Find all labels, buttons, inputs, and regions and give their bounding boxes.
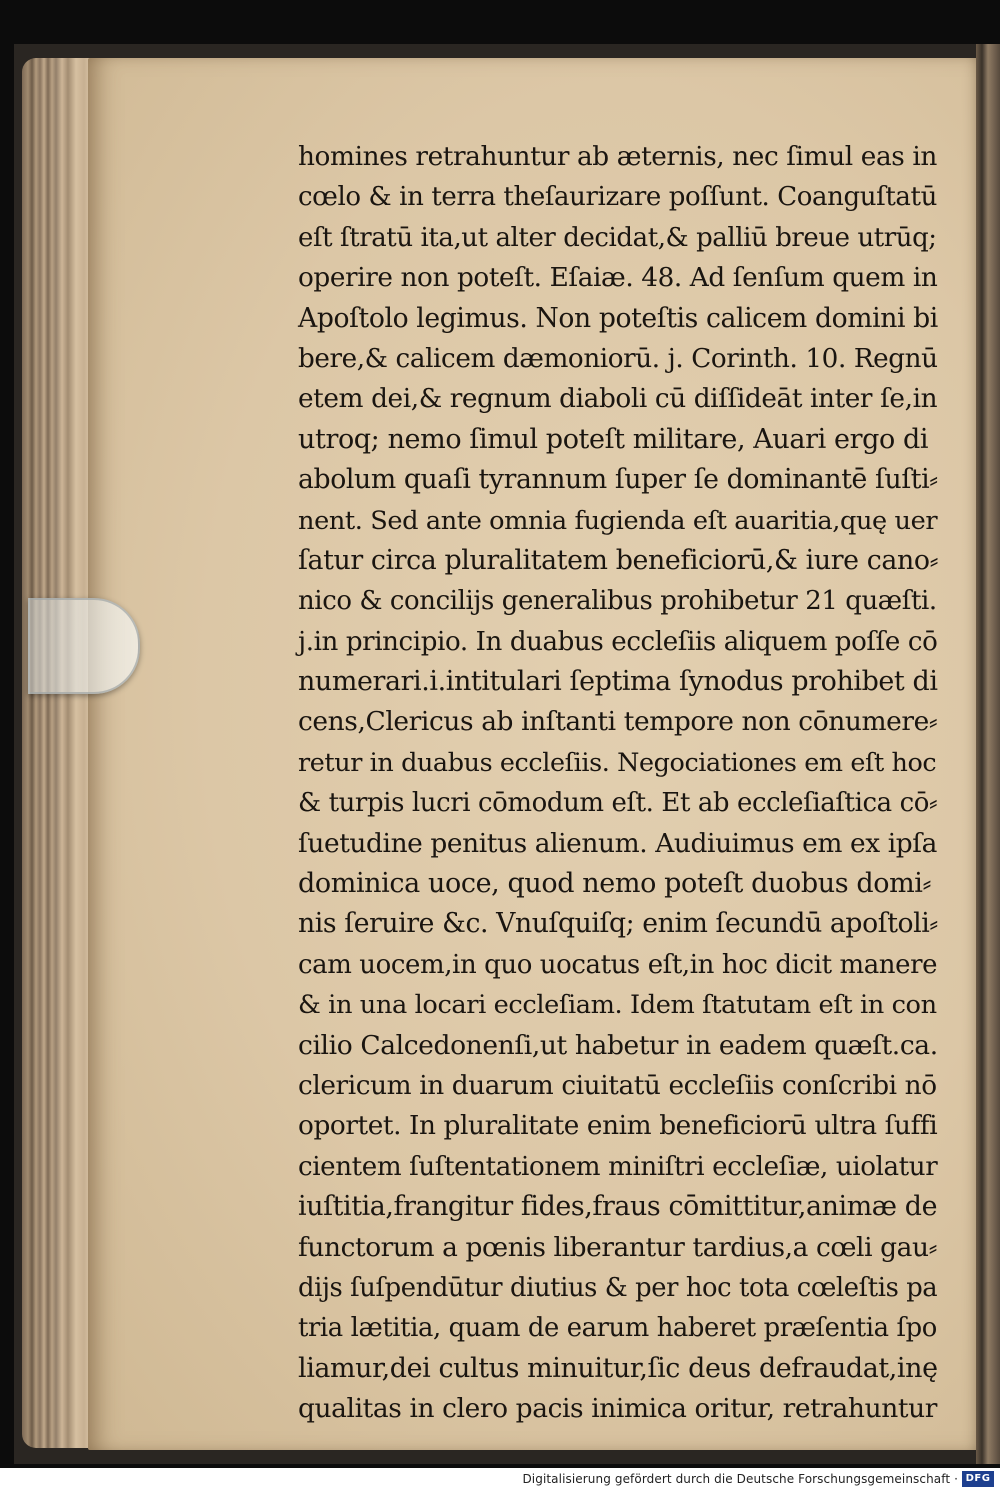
text-line: ſatur circa pluralitatem beneficiorū,& iure cano⸗: [298, 544, 939, 576]
text-line: & turpis lucri cōmodum eſt. Et ab eccleſiaſtica cō⸗: [298, 788, 938, 819]
text-line: j.in principio. In duabus eccleſiis aliquem poſſe cō: [298, 626, 938, 657]
text-line: liamur,dei cultus minuitur,ſic deus defraudat,inę: [298, 1352, 938, 1384]
text-line: utroq; nemo ſimul poteſt militare, Auari ergo di: [298, 423, 929, 455]
funding-credit: Digitalisierung gefördert durch die Deutsche Forschungsgemeinschaft ·: [522, 1472, 958, 1486]
text-line: oportet. In pluralitate enim beneficiorū ultra ſuffi: [298, 1111, 938, 1142]
text-line: functorum a pœnis liberantur tardius,a cœli gau⸗: [298, 1231, 937, 1263]
page-text: [298, 137, 938, 1430]
text-line: tria lætitia, quam de earum haberet præſentia ſpo: [298, 1313, 937, 1344]
text-line: bere,& calicem dæmoniorū. j. Corinth. 10. Regnū: [298, 343, 938, 374]
text-line: cam uocem,in quo uocatus eſt,in hoc dicit manere: [298, 949, 938, 980]
text-line: Apoſtolo legimus. Non poteſtis calicem domini bi: [298, 302, 938, 334]
next-leaf-edge: [976, 44, 1000, 1464]
text-line: & in una locari eccleſiam. Idem ſtatutam eſt in con: [298, 990, 937, 1021]
text-line: operire non poteſt. Eſaiæ. 48. Ad ſenſum quem in: [298, 263, 938, 294]
text-line: homines retrahuntur ab æternis, nec ſimul eas in: [298, 142, 937, 172]
text-line: nis ſeruire &c. Vnuſquiſq; enim ſecundū apoſtoli⸗: [298, 908, 938, 940]
text-line: etem dei,& regnum diaboli cū diſſideāt inter ſe,in: [298, 384, 938, 415]
text-line: nico & concilijs generalibus prohibetur 21 quæſti.: [298, 586, 937, 617]
text-line: cilio Calcedonenſi,ut habetur in eadem quæſt.ca.: [298, 1029, 938, 1061]
text-line: cientem ſuſtentationem miniſtri eccleſiæ, uiolatur: [298, 1151, 938, 1182]
text-line: abolum quaſi tyrannum ſuper ſe dominantē ſuſti⸗: [298, 464, 938, 496]
page-edges: [22, 58, 92, 1448]
footer-bar: [0, 1468, 1000, 1492]
text-line: ſuetudine penitus alienum. Audiuimus em ex ipſa: [298, 827, 937, 859]
text-line: dijs ſuſpendūtur diutius & per hoc tota cœleſtis pa: [298, 1272, 938, 1303]
text-line: nent. Sed ante omnia fugienda eſt auaritia,quę uer: [298, 505, 938, 536]
text-line: clericum in duarum ciuitatū eccleſiis conſcribi nō: [298, 1070, 937, 1101]
text-line: cens,Clericus ab inſtanti tempore non cōnumere⸗: [298, 706, 938, 738]
text-line: qualitas in clero pacis inimica oritur, retrahuntur: [298, 1393, 937, 1425]
text-line: eſt ſtratū ita,ut alter decidat,& palliū breue utrūq;: [298, 222, 937, 253]
dfg-logo: DFG: [962, 1471, 994, 1487]
text-line: cœlo & in terra theſaurizare poſſunt. Coanguſtatū: [298, 182, 937, 213]
text-line: numerari.i.intitulari ſeptima ſynodus prohibet di: [298, 666, 938, 698]
text-line: dominica uoce, quod nemo poteſt duobus domi⸗: [298, 868, 932, 900]
page-clip: [28, 598, 140, 694]
text-line: iuſtitia,frangitur fides,fraus cōmittitur,animæ de: [298, 1191, 938, 1223]
text-line: retur in duabus eccleſiis. Negociationes em eſt hoc: [298, 747, 937, 778]
